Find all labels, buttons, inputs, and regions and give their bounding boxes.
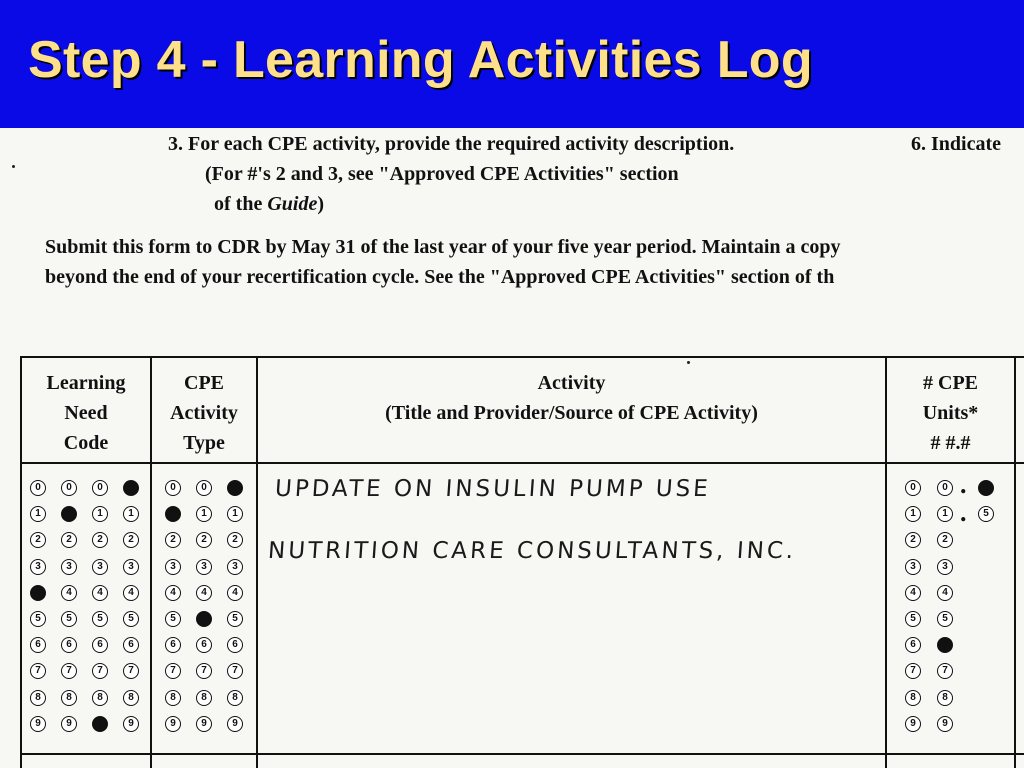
learning-need-code-bubble[interactable]: 8 xyxy=(61,690,77,706)
cpe-activity-type-bubble[interactable]: 9 xyxy=(165,716,181,732)
header-line: Activity xyxy=(537,372,606,394)
cpe-activity-type-bubble[interactable]: 7 xyxy=(196,663,212,679)
header-line: Need xyxy=(64,402,108,424)
header-line: Type xyxy=(183,432,225,454)
learning-need-code-bubble[interactable]: 2 xyxy=(123,532,139,548)
cpe-activity-type-bubble[interactable]: 6 xyxy=(165,637,181,653)
learning-need-code-bubble[interactable]: 0 xyxy=(92,480,108,496)
learning-need-code-bubble[interactable]: 3 xyxy=(123,559,139,575)
instruction-3-line2: (For #'s 2 and 3, see "Approved CPE Activities" section xyxy=(205,163,679,185)
cpe-activity-type-bubble[interactable]: 3 xyxy=(227,559,243,575)
learning-need-code-bubble[interactable]: 5 xyxy=(92,611,108,627)
learning-need-code-bubble[interactable]: 6 xyxy=(61,637,77,653)
cpe-activity-type-bubble[interactable]: 8 xyxy=(165,690,181,706)
cpe-units-bubble[interactable]: 7 xyxy=(937,663,953,679)
handwritten-activity-title: UPDATE ON INSULIN PUMP USE xyxy=(274,476,712,502)
learning-need-code-bubble[interactable]: 5 xyxy=(123,611,139,627)
learning-need-code-bubble[interactable]: 8 xyxy=(30,690,46,706)
learning-need-code-bubble[interactable]: 1 xyxy=(92,506,108,522)
learning-need-code-bubble[interactable]: 5 xyxy=(61,611,77,627)
instruction-3-line3-end: ) xyxy=(317,193,324,215)
cpe-units-bubble[interactable]: 0 xyxy=(978,480,994,496)
learning-need-code-bubble[interactable]: 1 xyxy=(123,506,139,522)
cpe-activity-type-bubble[interactable]: 4 xyxy=(165,585,181,601)
header-cpe-activity-type xyxy=(152,368,256,458)
slide-title: Step 4 - Learning Activities Log xyxy=(28,31,813,89)
header-line: Activity xyxy=(170,402,238,424)
learning-need-code-bubble[interactable]: 8 xyxy=(92,690,108,706)
cpe-units-bubble[interactable]: 3 xyxy=(905,559,921,575)
scan-speck xyxy=(12,165,15,168)
learning-need-code-bubble[interactable]: 9 xyxy=(30,716,46,732)
learning-need-code-bubble[interactable]: 3 xyxy=(61,559,77,575)
cpe-activity-type-bubble[interactable]: 2 xyxy=(227,532,243,548)
cpe-units-bubble[interactable]: 1 xyxy=(905,506,921,522)
submit-line2: beyond the end of your recertification cycle. See the "Approved CPE Activities" section of th xyxy=(45,266,835,288)
header-cpe-units xyxy=(887,368,1014,458)
cpe-activity-type-bubble[interactable]: 1 xyxy=(227,506,243,522)
cpe-activity-type-bubble[interactable]: 6 xyxy=(196,637,212,653)
cpe-units-bubble[interactable]: 6 xyxy=(937,637,953,653)
cpe-units-bubble[interactable]: 6 xyxy=(905,637,921,653)
cpe-units-bubble[interactable]: 5 xyxy=(905,611,921,627)
table-col-divider xyxy=(1014,356,1016,768)
learning-need-code-bubble[interactable]: 2 xyxy=(61,532,77,548)
learning-need-code-bubble[interactable]: 3 xyxy=(92,559,108,575)
header-line: # CPE xyxy=(923,372,978,394)
header-line: # #.# xyxy=(930,432,971,454)
cpe-units-bubble[interactable]: 9 xyxy=(937,716,953,732)
header-activity xyxy=(258,368,885,428)
cpe-units-bubble[interactable]: 8 xyxy=(905,690,921,706)
learning-need-code-bubble[interactable]: 0 xyxy=(30,480,46,496)
cpe-activity-type-bubble[interactable]: 0 xyxy=(165,480,181,496)
cpe-units-bubble[interactable]: 8 xyxy=(937,690,953,706)
cpe-activity-type-bubble[interactable]: 1 xyxy=(165,506,181,522)
header-line: (Title and Provider/Source of CPE Activity) xyxy=(385,402,758,424)
cpe-activity-type-bubble[interactable]: 2 xyxy=(165,532,181,548)
learning-need-code-bubble[interactable]: 6 xyxy=(30,637,46,653)
header-line: Units* xyxy=(922,402,979,424)
units-decimal-point: . xyxy=(960,470,967,499)
cpe-activity-type-bubble[interactable]: 3 xyxy=(165,559,181,575)
instruction-3-line1: 3. For each CPE activity, provide the required activity description. xyxy=(168,133,735,155)
header-line: CPE xyxy=(184,372,224,394)
table-header-border xyxy=(20,462,1024,464)
scan-speck xyxy=(687,361,690,364)
submit-line1: Submit this form to CDR by May 31 of the last year of your five year period. Maintain a copy xyxy=(45,236,841,258)
learning-need-code-bubble[interactable]: 7 xyxy=(92,663,108,679)
learning-need-code-bubble[interactable]: 7 xyxy=(123,663,139,679)
header-learning-need-code xyxy=(22,368,150,458)
cpe-activity-type-bubble[interactable]: 4 xyxy=(227,585,243,601)
instruction-3-line3 xyxy=(214,193,324,216)
cpe-units-bubble[interactable]: 5 xyxy=(937,611,953,627)
cpe-activity-type-bubble[interactable]: 0 xyxy=(227,480,243,496)
handwritten-activity-provider: NUTRITION CARE CONSULTANTS, INC. xyxy=(267,538,798,564)
guide-italic: Guide xyxy=(267,193,318,215)
cpe-activity-type-bubble[interactable]: 0 xyxy=(196,480,212,496)
cpe-units-bubble[interactable]: 9 xyxy=(905,716,921,732)
learning-need-code-bubble[interactable]: 6 xyxy=(92,637,108,653)
cpe-units-bubble[interactable]: 5 xyxy=(978,506,994,522)
header-line: Learning xyxy=(46,372,126,394)
learning-need-code-bubble[interactable]: 8 xyxy=(123,690,139,706)
cpe-activity-type-bubble[interactable]: 1 xyxy=(196,506,212,522)
cpe-units-bubble[interactable]: 0 xyxy=(937,480,953,496)
cpe-activity-type-bubble[interactable]: 7 xyxy=(165,663,181,679)
cpe-activity-type-bubble[interactable]: 5 xyxy=(227,611,243,627)
instruction-3-line3-text: of the xyxy=(214,193,268,215)
learning-need-code-bubble[interactable]: 7 xyxy=(61,663,77,679)
learning-need-code-bubble[interactable]: 1 xyxy=(61,506,77,522)
learning-need-code-bubble[interactable]: 0 xyxy=(61,480,77,496)
cpe-activity-type-bubble[interactable]: 4 xyxy=(196,585,212,601)
cpe-activity-type-bubble[interactable]: 9 xyxy=(227,716,243,732)
scanned-form xyxy=(0,128,1024,768)
learning-need-code-bubble[interactable]: 5 xyxy=(30,611,46,627)
cpe-activity-type-bubble[interactable]: 5 xyxy=(196,611,212,627)
learning-need-code-bubble[interactable]: 0 xyxy=(123,480,139,496)
table-top-border xyxy=(20,356,1024,358)
learning-need-code-bubble[interactable]: 4 xyxy=(123,585,139,601)
learning-need-code-bubble[interactable]: 2 xyxy=(92,532,108,548)
learning-need-code-bubble[interactable]: 1 xyxy=(30,506,46,522)
cpe-activity-type-bubble[interactable]: 8 xyxy=(196,690,212,706)
learning-need-code-bubble[interactable]: 2 xyxy=(30,532,46,548)
cpe-activity-type-bubble[interactable]: 8 xyxy=(227,690,243,706)
cpe-units-bubble[interactable]: 4 xyxy=(905,585,921,601)
cpe-activity-type-bubble[interactable]: 7 xyxy=(227,663,243,679)
learning-need-code-bubble[interactable]: 6 xyxy=(123,637,139,653)
learning-need-code-bubble[interactable]: 9 xyxy=(61,716,77,732)
slide-header xyxy=(0,0,1024,128)
cpe-activity-type-bubble[interactable]: 2 xyxy=(196,532,212,548)
header-line: Code xyxy=(63,432,109,454)
cpe-activity-type-bubble[interactable]: 6 xyxy=(227,637,243,653)
learning-need-code-bubble[interactable]: 3 xyxy=(30,559,46,575)
cpe-activity-type-bubble[interactable]: 5 xyxy=(165,611,181,627)
learning-need-code-bubble[interactable]: 4 xyxy=(61,585,77,601)
cpe-units-bubble[interactable]: 2 xyxy=(937,532,953,548)
cpe-units-bubble[interactable]: 0 xyxy=(905,480,921,496)
units-decimal-point: . xyxy=(960,498,967,527)
learning-need-code-bubble[interactable]: 7 xyxy=(30,663,46,679)
cpe-units-bubble[interactable]: 2 xyxy=(905,532,921,548)
table-row-border xyxy=(20,753,1024,755)
cpe-activity-type-bubble[interactable]: 3 xyxy=(196,559,212,575)
cpe-units-bubble[interactable]: 3 xyxy=(937,559,953,575)
cpe-units-bubble[interactable]: 4 xyxy=(937,585,953,601)
cpe-units-bubble[interactable]: 1 xyxy=(937,506,953,522)
learning-need-code-bubble[interactable]: 4 xyxy=(30,585,46,601)
cpe-units-bubble[interactable]: 7 xyxy=(905,663,921,679)
learning-need-code-bubble[interactable]: 4 xyxy=(92,585,108,601)
learning-need-code-bubble[interactable]: 9 xyxy=(123,716,139,732)
learning-need-code-bubble[interactable]: 9 xyxy=(92,716,108,732)
cpe-activity-type-bubble[interactable]: 9 xyxy=(196,716,212,732)
instruction-6: 6. Indicate xyxy=(911,133,1001,155)
